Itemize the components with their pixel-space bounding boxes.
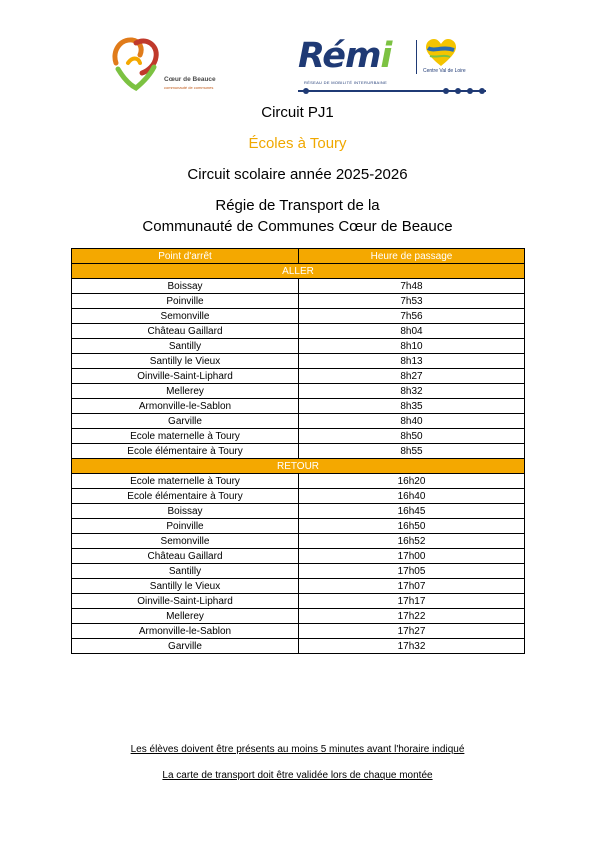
school-year-title: Circuit scolaire année 2025-2026 [187, 166, 408, 183]
remi-word-accent: i [380, 36, 392, 76]
table-row [72, 624, 525, 639]
section-row-retour [72, 459, 525, 474]
table-row [72, 414, 525, 429]
table-row [72, 639, 525, 654]
pass-time: 8h27 [299, 369, 525, 384]
table-row [72, 504, 525, 519]
stop-name: Armonville-le-Sablon [72, 624, 299, 639]
pass-time: 17h00 [299, 549, 525, 564]
region-label: Centre Val de Loire [423, 68, 466, 74]
table-row [72, 369, 525, 384]
stop-name: Château Gaillard [72, 324, 299, 339]
pass-time: 8h13 [299, 354, 525, 369]
stop-name: Santilly [72, 339, 299, 354]
table-row [72, 384, 525, 399]
pass-time: 16h45 [299, 504, 525, 519]
stop-name: Garville [72, 414, 299, 429]
stop-name: Santilly [72, 564, 299, 579]
table-row [72, 519, 525, 534]
table-row [72, 609, 525, 624]
pass-time: 16h40 [299, 489, 525, 504]
pass-time: 17h32 [299, 639, 525, 654]
pass-time: 17h27 [299, 624, 525, 639]
pass-time: 16h52 [299, 534, 525, 549]
pass-time: 16h20 [299, 474, 525, 489]
table-row [72, 399, 525, 414]
pass-time: 17h22 [299, 609, 525, 624]
network-line-icon [296, 86, 490, 96]
coeur-de-beauce-subtitle: communauté de communes [164, 85, 214, 90]
table-row [72, 294, 525, 309]
operator-title-line1: Régie de Transport de la [215, 197, 380, 214]
remi-tagline: RÉSEAU DE MOBILITÉ INTERURBAINE [304, 80, 388, 85]
pass-time: 16h50 [299, 519, 525, 534]
pass-time: 17h17 [299, 594, 525, 609]
stop-name: Boissay [72, 279, 299, 294]
section-label-retour: RETOUR [72, 459, 525, 474]
pass-time: 8h50 [299, 429, 525, 444]
table-row [72, 444, 525, 459]
centre-val-de-loire-icon [424, 38, 458, 68]
pass-time: 17h05 [299, 564, 525, 579]
stop-name: Mellerey [72, 609, 299, 624]
pass-time: 8h04 [299, 324, 525, 339]
arrival-notice: Les élèves doivent être présents au moins 5 minutes avant l'horaire indiqué [130, 744, 465, 755]
stop-name: Santilly le Vieux [72, 354, 299, 369]
stop-name: Garville [72, 639, 299, 654]
operator-title-line2: Communauté de Communes Cœur de Beauce [142, 218, 453, 235]
pass-time: 7h56 [299, 309, 525, 324]
stop-name: Oinville-Saint-Liphard [72, 369, 299, 384]
pass-time: 7h53 [299, 294, 525, 309]
coeur-de-beauce-name: Cœur de Beauce [164, 76, 216, 83]
table-row [72, 549, 525, 564]
stop-name: Château Gaillard [72, 549, 299, 564]
stop-name: Boissay [72, 504, 299, 519]
coeur-de-beauce-mark-icon [110, 33, 162, 91]
destination-title: Écoles à Toury [248, 135, 347, 152]
section-label-aller: ALLER [72, 264, 525, 279]
stop-name: Oinville-Saint-Liphard [72, 594, 299, 609]
table-row [72, 534, 525, 549]
table-row [72, 324, 525, 339]
column-header-stop: Point d'arrêt [72, 249, 299, 264]
table-row [72, 429, 525, 444]
table-row [72, 354, 525, 369]
pass-time: 8h32 [299, 384, 525, 399]
column-header-time: Heure de passage [299, 249, 525, 264]
validation-notice: La carte de transport doit être validée lors de chaque montée [162, 770, 433, 781]
pass-time: 8h10 [299, 339, 525, 354]
logo-separator [416, 40, 417, 74]
stop-name: Ecole maternelle à Toury [72, 429, 299, 444]
stop-name: Mellerey [72, 384, 299, 399]
stop-name: Ecole élémentaire à Toury [72, 444, 299, 459]
table-row [72, 489, 525, 504]
remi-logo [296, 34, 490, 96]
table-row [72, 594, 525, 609]
pass-time: 8h35 [299, 399, 525, 414]
table-row [72, 474, 525, 489]
table-row [72, 564, 525, 579]
remi-word-main: Rém [298, 36, 381, 76]
table-row [72, 579, 525, 594]
table-row [72, 309, 525, 324]
table-header-row [72, 249, 525, 264]
stop-name: Armonville-le-Sablon [72, 399, 299, 414]
pass-time: 8h55 [299, 444, 525, 459]
stop-name: Santilly le Vieux [72, 579, 299, 594]
pass-time: 17h07 [299, 579, 525, 594]
coeur-de-beauce-logo [110, 33, 230, 93]
remi-wordmark [298, 34, 391, 78]
pass-time: 7h48 [299, 279, 525, 294]
pass-time: 8h40 [299, 414, 525, 429]
stop-name: Semonville [72, 534, 299, 549]
stop-name: Ecole élémentaire à Toury [72, 489, 299, 504]
section-row-aller [72, 264, 525, 279]
schedule-table [71, 248, 525, 654]
stop-name: Poinville [72, 519, 299, 534]
table-row [72, 279, 525, 294]
stop-name: Semonville [72, 309, 299, 324]
stop-name: Poinville [72, 294, 299, 309]
table-row [72, 339, 525, 354]
stop-name: Ecole maternelle à Toury [72, 474, 299, 489]
circuit-title: Circuit PJ1 [261, 104, 334, 121]
